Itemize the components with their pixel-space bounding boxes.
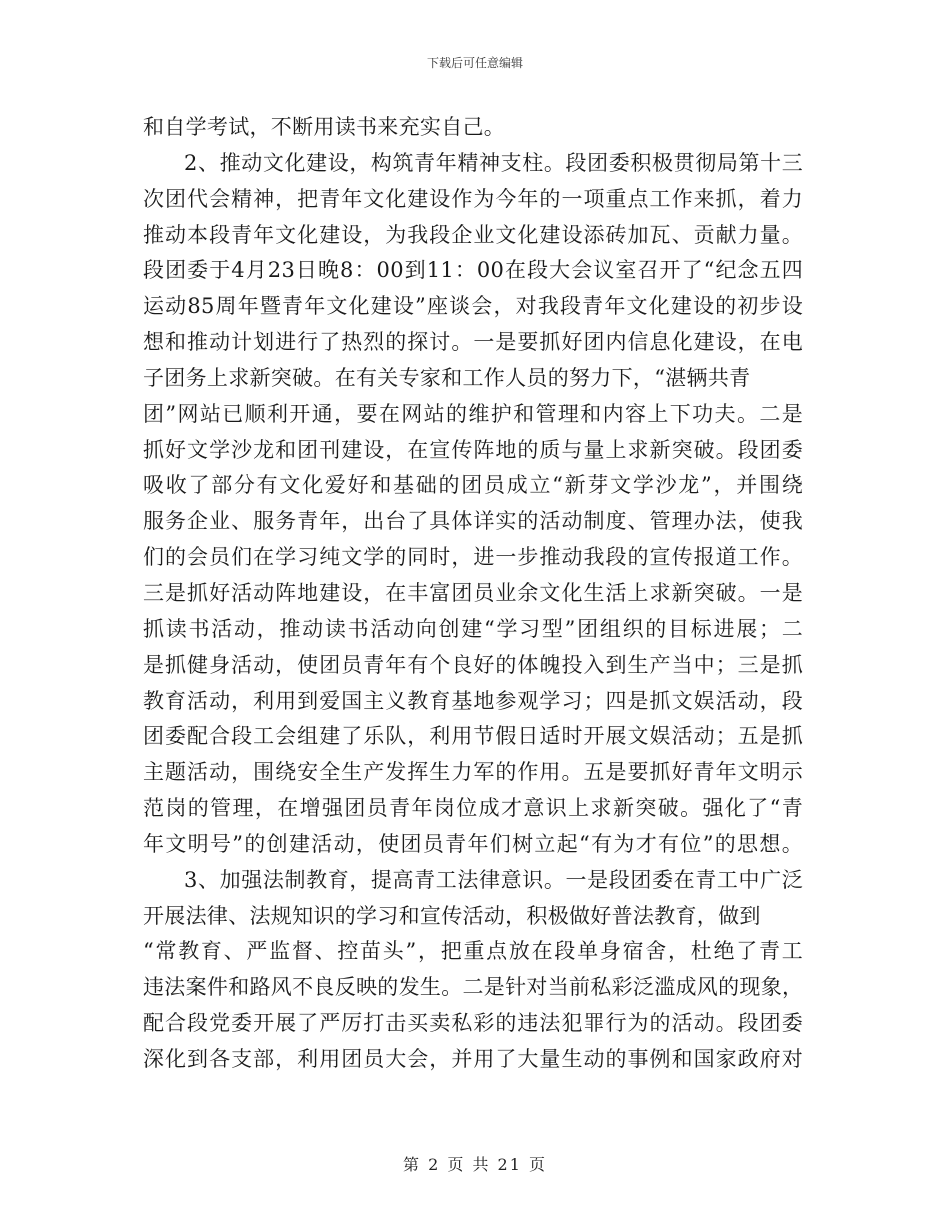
text-line: 3、加强法制教育，提高青工法律意识。一是段团委在青工中广泛: [184, 867, 803, 892]
document-body: [143, 110, 803, 1078]
text-line: 段团委于4月23日晚8：00到11：00在段大会议室召开了“纪念五四: [143, 258, 803, 283]
text-line: 子团务上求新突破。在有关专家和工作人员的努力下，“湛辆共青: [143, 365, 751, 390]
text-line: 三是抓好活动阵地建设，在丰富团员业余文化生活上求新突破。一是: [143, 580, 803, 605]
text-line: 违法案件和路风不良反映的发生。二是针对当前私彩泛滥成风的现象，: [143, 975, 804, 1000]
text-line: 教育活动，利用到爱国主义教育基地参观学习；四是抓文娱活动，段: [143, 688, 803, 713]
text-line: 主题活动，围绕安全生产发挥生力军的作用。五是要抓好青年文明示: [143, 760, 803, 785]
text-line: 抓好文学沙龙和团刊建设，在宣传阵地的质与量上求新突破。段团委: [143, 437, 803, 462]
text-line: 次团代会精神，把青年文化建设作为今年的一项重点工作来抓，着力: [143, 186, 803, 211]
text-line: 吸收了部分有文化爱好和基础的团员成立“新芽文学沙龙”，并围绕: [143, 473, 803, 498]
text-line: 团委配合段工会组建了乐队，利用节假日适时开展文娱活动；五是抓: [143, 724, 803, 749]
text-line: 运动85周年暨青年文化建设”座谈会，对我段青年文化建设的初步设: [143, 294, 803, 319]
text-line: 服务企业、服务青年，出台了具体详实的活动制度、管理办法，使我: [143, 509, 803, 534]
text-line: 和自学考试，不断用读书来充实自己。: [143, 115, 506, 139]
text-line: 深化到各支部，利用团员大会，并用了大量生动的事例和国家政府对: [143, 1046, 803, 1071]
text-line: 开展法律、法规知识的学习和宣传活动，积极做好普法教育，做到: [143, 903, 761, 928]
text-line: 年文明号”的创建活动，使团员青年们树立起“有为才有位”的思想。: [143, 831, 803, 856]
text-line: 推动本段青年文化建设，为我段企业文化建设添砖加瓦、贡献力量。: [143, 222, 803, 247]
page-header-note: 下载后可任意编辑: [426, 56, 523, 70]
text-line: 是抓健身活动，使团员青年有个良好的体魄投入到生产当中；三是抓: [143, 652, 803, 677]
text-line: 想和推动计划进行了热烈的探讨。一是要抓好团内信息化建设，在电: [143, 330, 803, 355]
text-line: 团”网站已顺利开通，要在网站的维护和管理和内容上下功夫。二是: [143, 401, 803, 426]
text-line: 们的会员们在学习纯文学的同时，进一步推动我段的宣传报道工作。: [143, 545, 803, 570]
text-line: “常教育、严监督、控苗头”，把重点放在段单身宿舍，杜绝了青工: [143, 939, 803, 964]
text-line: 2、推动文化建设，构筑青年精神支柱。段团委积极贯彻局第十三: [184, 150, 803, 175]
text-line: 抓读书活动，推动读书活动向创建“学习型”团组织的目标进展；二: [143, 616, 803, 641]
page-number-footer: 第 2 页 共 21 页: [403, 1155, 547, 1174]
text-line: 范岗的管理，在增强团员青年岗位成才意识上求新突破。强化了“青: [143, 796, 803, 821]
text-line: 配合段党委开展了严厉打击买卖私彩的违法犯罪行为的活动。段团委: [143, 1011, 803, 1036]
